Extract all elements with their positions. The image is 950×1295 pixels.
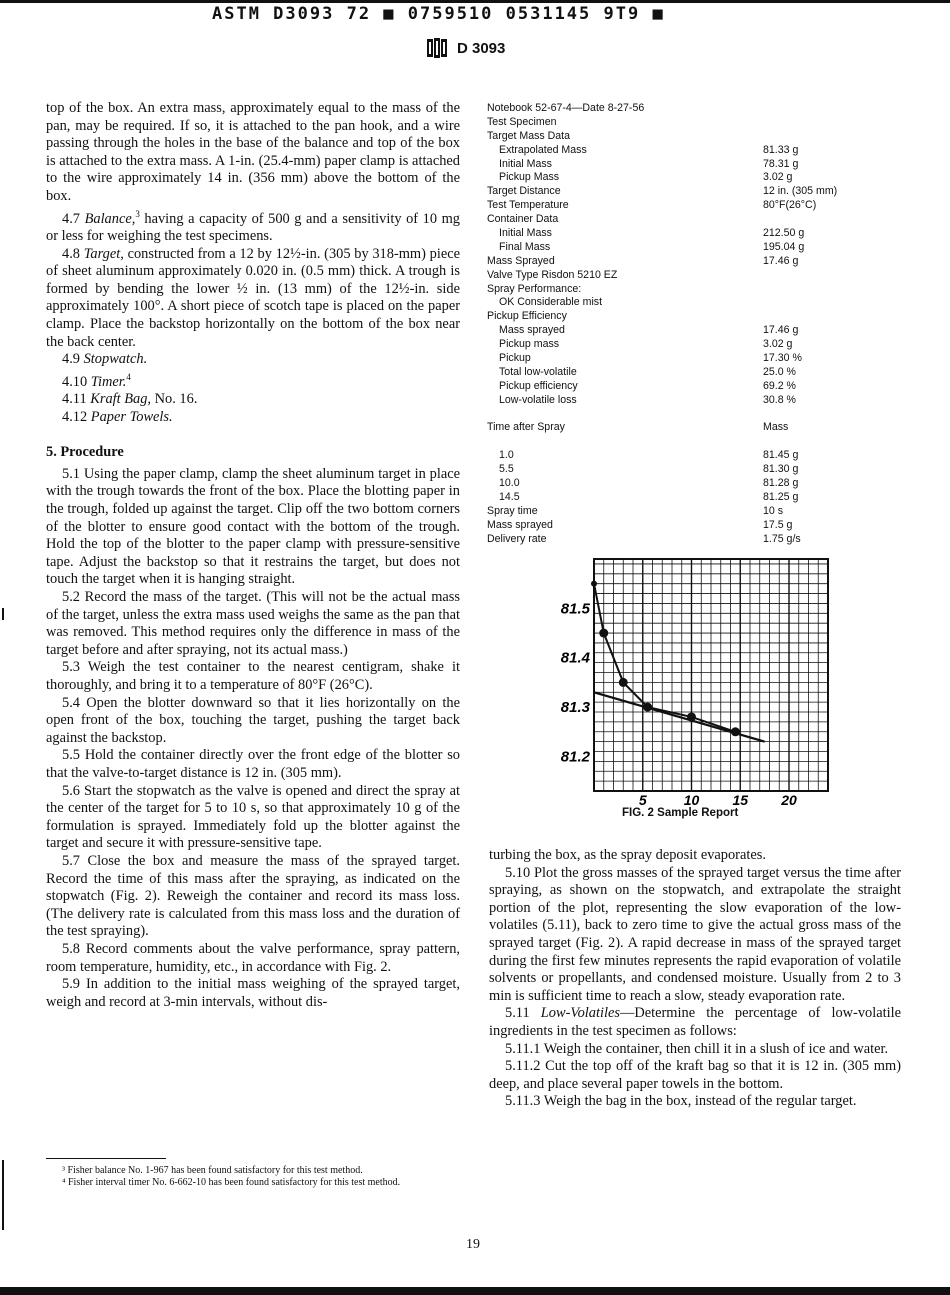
report-value: 3.02 g [763, 338, 793, 351]
margin-mark [2, 608, 4, 620]
report-value: 17.5 g [763, 518, 793, 531]
page-number: 19 [466, 1237, 480, 1252]
chart-data-point [731, 727, 740, 736]
chart-y-tick-label: 81.5 [560, 600, 590, 618]
paragraph-5-1: 5.1 Using the paper clamp, clamp the sheet aluminum target in place with the trough towards the front of the box. Place the blotting paper in the trough, folded up against the target. Clip off the two bottom corners of the blotter to ensure good contact with the bottom of the trough. Hold the top of the blotter to the paper clamp with pressure-sensitive tape. Adjust the backstop so that it restrains the target, but does not touch the target when it is hanging straight. [46, 465, 460, 588]
report-time-header: Time after Spray [487, 421, 565, 434]
paragraph-4-11: 4.11 Kraft Bag, No. 16. [62, 391, 198, 408]
report-value: 3.02 g [763, 171, 793, 184]
reading-mass: 81.28 g [763, 477, 799, 490]
paragraph-4-9: 4.9 Stopwatch. [62, 351, 148, 368]
report-test-specimen: Test Specimen [487, 115, 557, 128]
footnote-4: ⁴ Fisher interval timer No. 6-662-10 has been found satisfactory for this test method. [62, 1177, 401, 1188]
paragraph-5-8: 5.8 Record comments about the valve performance, spray pattern, room temperature, humidity, etc., in accordance with Fig. 2. [46, 940, 460, 975]
sample-report [487, 102, 847, 547]
report-label: Initial Mass [499, 157, 552, 170]
sample-report-chart [540, 555, 840, 807]
report-value: 25.0 % [763, 365, 796, 378]
chart-data-point [591, 581, 597, 587]
report-value: 1.75 g/s [763, 532, 801, 545]
chart-x-tick-label: 5 [638, 792, 647, 807]
paragraph-4-7: 4.7 Balance,$^3$ having a capacity of 500 g and a sensitivity of 10 mg or less for weighing the test specimens. [46, 208, 460, 244]
astm-logo [425, 37, 451, 59]
chart-data-point [643, 703, 652, 712]
paragraph-5-11-3: 5.11.3 Weigh the bag in the box, instead of the regular target. [505, 1093, 857, 1110]
designation: D 3093 [457, 39, 506, 57]
chart-x-tick-label: 15 [732, 792, 749, 807]
chart-data-point [687, 712, 696, 721]
paragraph-4-10: 4.10 Timer.$^4$ [62, 371, 131, 390]
paragraph-5-6: 5.6 Start the stopwatch as the valve is opened and direct the spray at the center of the target for 5 to 10 s, so that approximately 10 g of the formulation is sprayed. Immediately fold up the blotter against the target and secure it with pressure-sensitive tape. [46, 782, 460, 852]
right-column [489, 847, 901, 1111]
top-rule [0, 0, 950, 3]
report-value: 80°F(26°C) [763, 199, 817, 212]
report-label: Initial Mass [499, 227, 552, 240]
report-label: Pickup mass [499, 338, 560, 351]
report-value: 17.46 g [763, 324, 799, 337]
report-notebook: Notebook 52-67-4—Date 8-27-56 [487, 102, 645, 114]
chart-data-point [619, 678, 628, 687]
report-label: Extrapolated Mass [499, 143, 587, 156]
report-label: Final Mass [499, 240, 551, 253]
paragraph: top of the box. An extra mass, approximately equal to the mass of the pan, may be required. If so, it is attached to the pan hook, and a wire passing through the holes in the base of the balance and top of the box is attached to the extra mass. A 1-in. (25.4-mm) paper clamp is attached to the wire approximately 14 in. (356 mm) above the bottom of the box. [46, 100, 460, 204]
paragraph-5-10: 5.10 Plot the gross masses of the sprayed target versus the time after spraying, as shown on the stopwatch, and extrapolate the straight portion of the plot, representing the slow evaporation of the low-volatiles (5.11), back to zero time to give the actual gross mass of the sprayed target (Fig. 2). A rapid decrease in mass of the sprayed target during the first few minutes represents the rapid evaporation of volatile solvents or propellants, and condensed moisture. Usually from 2 to 3 min is sufficient time to reach a slow, steady evaporation rate. [489, 864, 901, 1004]
reading-mass: 81.25 g [763, 490, 799, 503]
header-logo-row [425, 36, 505, 60]
paragraph-4-12: 4.12 Paper Towels. [62, 408, 173, 425]
report-value: 195.04 g [763, 240, 805, 253]
report-value: 69.2 % [763, 379, 796, 392]
report-label: Total low-volatile [499, 365, 577, 378]
chart-data-curve [594, 584, 735, 732]
reading-time: 10.0 [499, 477, 520, 490]
reading-time: 1.0 [499, 449, 514, 462]
report-value: 212.50 g [763, 227, 805, 240]
report-label: Mass Sprayed [487, 254, 555, 267]
report-value: 12 in. (305 mm) [763, 185, 838, 198]
chart-data-point [599, 629, 608, 638]
paragraph-5-4: 5.4 Open the blotter downward so that it lies horizontally on the open front of the box, touching the target, pushing the target back against the backstop. [46, 694, 460, 746]
margin-mark [2, 1160, 4, 1230]
report-value: 30.8 % [763, 393, 796, 406]
report-value: 17.46 g [763, 254, 799, 267]
report-label: Mass sprayed [487, 518, 553, 531]
report-value: 78.31 g [763, 157, 799, 170]
report-target-mass-data: Target Mass Data [487, 129, 571, 142]
report-label: Low-volatile loss [499, 393, 577, 406]
report-pickup-efficiency: Pickup Efficiency [487, 310, 567, 323]
report-label: Pickup Mass [499, 171, 560, 184]
report-mass-header: Mass [763, 421, 789, 434]
report-label: Mass sprayed [499, 324, 565, 337]
report-label: Delivery rate [487, 532, 547, 545]
reading-mass: 81.45 g [763, 449, 799, 462]
paragraph-4-8: 4.8 Target, constructed from a 12 by 12½-in. (305 by 318-mm) piece of sheet aluminum approximately 0.020 in. (0.5 mm) thick. A trough is formed by bending the lower ½ in. (13 mm) of the 12½-in. side approximately 100°. A short piece of scotch tape is placed on the paper clamp. Place the backstop horizontally on the bottom of the box near the back center. [46, 245, 460, 350]
report-label: Pickup efficiency [499, 379, 578, 392]
report-value: 81.33 g [763, 143, 799, 156]
section-heading: 5. Procedure [46, 444, 124, 461]
report-value: 10 s [763, 504, 784, 517]
paragraph: turbing the box, as the spray deposit evaporates. [489, 847, 766, 863]
header-code: ASTM D3093 72 ■ 0759510 0531145 9T9 ■ [212, 4, 665, 24]
paragraph-5-9: 5.9 In addition to the initial mass weighing of the sprayed target, weigh and record at 3-min intervals, without dis- [46, 976, 460, 1010]
report-valve-type: Valve Type Risdon 5210 EZ [487, 268, 618, 281]
report-container-data: Container Data [487, 213, 559, 226]
chart-x-tick-label: 10 [683, 792, 700, 807]
reading-time: 14.5 [499, 490, 520, 503]
bottom-rule [0, 1287, 950, 1295]
chart-y-tick-label: 81.4 [560, 649, 590, 667]
left-column [46, 100, 460, 1011]
paragraph-5-7: 5.7 Close the box and measure the mass of the sprayed target. Record the time of this mass after the spraying, as indicated on the stopwatch (Fig. 2). Reweigh the container and record its mass loss. (The delivery rate is calculated from this mass loss and the duration of the test spraying). [46, 852, 460, 940]
paragraph-5-11-2: 5.11.2 Cut the top off of the kraft bag so that it is 12 in. (305 mm) deep, and place several paper towels in the bottom. [489, 1058, 901, 1092]
reading-mass: 81.30 g [763, 463, 799, 476]
footnotes [46, 1158, 460, 1189]
paragraph-5-5: 5.5 Hold the container directly over the front edge of the blotter so that the valve-to-target distance is 12 in. (305 mm). [46, 747, 460, 781]
paragraph-5-2: 5.2 Record the mass of the target. (This will not be the actual mass of the target, unless the extra mass used weighs the same as the pan that was removed. This method requires only the difference in mass of the target before and after spraying, not its actual mass.) [46, 589, 460, 658]
report-spray-performance: Spray Performance: [487, 282, 582, 295]
report-label: Test Temperature [487, 199, 569, 212]
report-spray-comment: OK Considerable mist [499, 296, 603, 309]
chart-x-tick-label: 20 [781, 792, 797, 807]
paragraph-5-11: 5.11 Low-Volatiles—Determine the percentage of low-volatile ingredients in the test specimen as follows: [489, 1005, 901, 1039]
report-label: Spray time [487, 504, 538, 517]
paragraph-5-11-1: 5.11.1 Weigh the container, then chill it in a slush of ice and water. [505, 1040, 889, 1057]
paragraph-5-3: 5.3 Weigh the test container to the nearest centigram, shake it thoroughly, and bring it to a temperature of 80°F (26°C). [46, 659, 460, 693]
report-value: 17.30 % [763, 352, 802, 365]
footnote-3: ³ Fisher balance No. 1-967 has been found satisfactory for this test method. [62, 1165, 363, 1176]
chart-y-tick-label: 81.3 [560, 699, 590, 717]
chart-y-tick-label: 81.2 [560, 748, 590, 766]
figure-caption: FIG. 2 Sample Report [622, 807, 739, 819]
footnote-rule [46, 1158, 166, 1159]
report-label: Pickup [499, 352, 531, 365]
report-label: Target Distance [487, 185, 561, 198]
reading-time: 5.5 [499, 463, 514, 476]
